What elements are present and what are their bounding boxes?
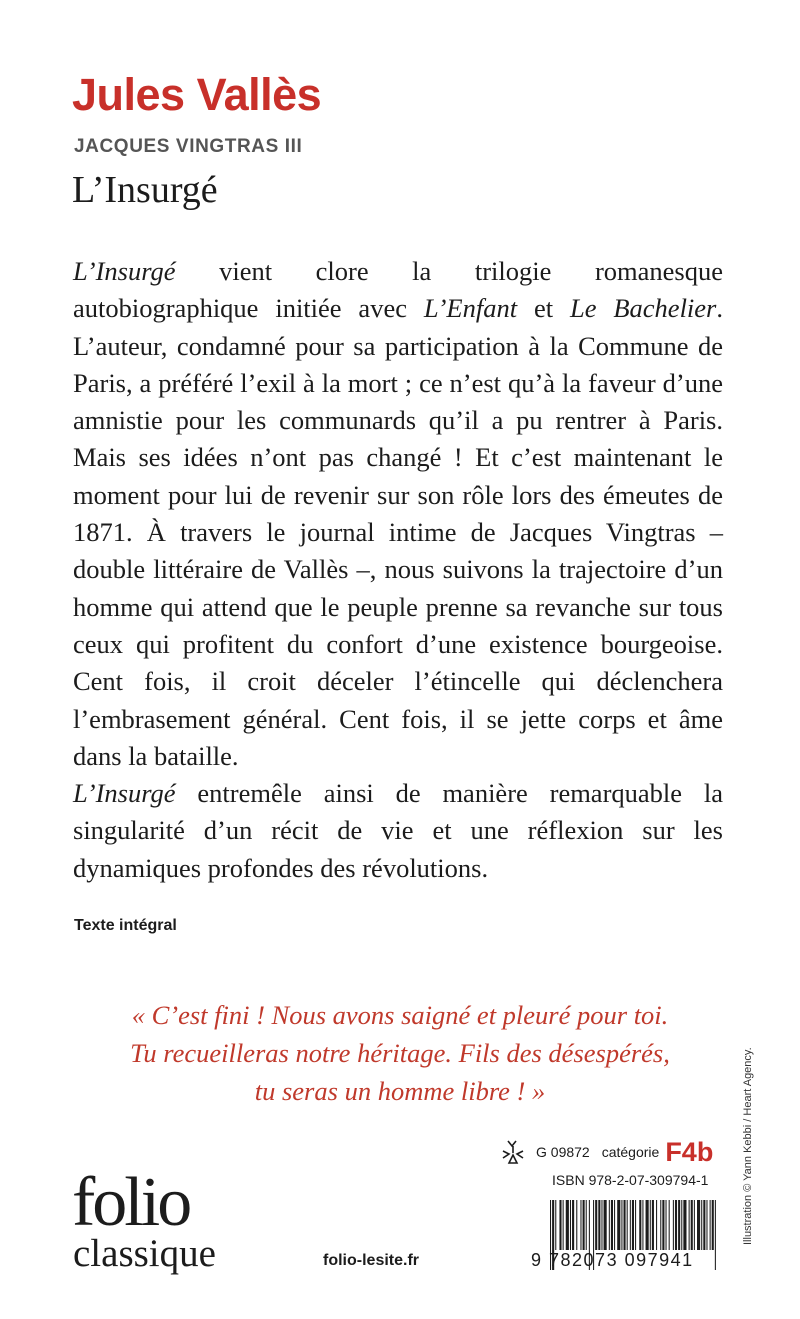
blurb-italic-title: L’Enfant xyxy=(423,293,518,324)
website-link: folio-lesite.fr xyxy=(323,1252,420,1269)
illustration-credit: Illustration © Yann Kebbi / Heart Agency. xyxy=(742,1047,754,1245)
category-code: F4b xyxy=(665,1136,714,1167)
quote-line: tu seras un homme libre ! » xyxy=(254,1076,546,1106)
gallimard-emblem-icon xyxy=(498,1137,528,1167)
blurb-text: vient clore la trilogie romanesque autobiographique initiée avec xyxy=(73,256,723,324)
author-name: Jules Vallès xyxy=(72,69,322,120)
isbn-number: ISBN 978-2-07-309794-1 xyxy=(552,1172,709,1188)
back-cover-blurb xyxy=(73,253,723,887)
series-title: JACQUES VINGTRAS III xyxy=(74,136,303,157)
category-label: catégorie xyxy=(601,1144,660,1160)
publisher-info-row xyxy=(498,1137,713,1167)
book-title: L’Insurgé xyxy=(72,169,218,211)
publisher-code: G 09872 xyxy=(536,1144,590,1160)
classique-imprint-logo: classique xyxy=(73,1232,216,1275)
epigraph-quote xyxy=(100,996,700,1110)
blurb-italic-title: L’Insurgé xyxy=(73,778,176,809)
blurb-text: . L’auteur, condamné pour sa participation à la Commune de Paris, a préféré l’exil à la mort ; ce n’est qu’à la faveur d’une amnistie pour les communards qu’il a pu rentrer à Paris. Mais ses idées n’ont pas changé ! Et c’est maintenant le moment pour lui de revenir sur son rôle lors des émeutes de 1871. À travers le journal intime de Jacques Vingtras – double littéraire de Vallès –, nous suivons la trajectoire d’un homme qui attend que le peuple prenne sa revanche sur tous ceux qui profitent du confort d’une existence bourgeoise. Cent fois, il croit déceler l’étincelle qui déclenchera l’embrasement général. Cent fois, il se jette corps et âme dans la bataille. xyxy=(73,293,723,771)
quote-line: Tu recueilleras notre héritage. Fils des désespérés, xyxy=(130,1038,670,1068)
integral-text-label: Texte intégral xyxy=(74,917,177,934)
folio-imprint-logo: folio xyxy=(72,1164,190,1241)
blurb-text: et xyxy=(517,293,570,324)
barcode-digits: 9 782073 097941 xyxy=(531,1250,694,1270)
blurb-italic-title: Le Bachelier xyxy=(569,293,717,324)
blurb-text: entremêle ainsi de manière remarquable la singularité d’un récit de vie et une réflexion sur les dynamiques profondes des révolutions. xyxy=(73,778,723,883)
blurb-italic-title: L’Insurgé xyxy=(73,256,176,286)
quote-line: « C’est fini ! Nous avons saigné et pleuré pour toi. xyxy=(131,1000,669,1030)
